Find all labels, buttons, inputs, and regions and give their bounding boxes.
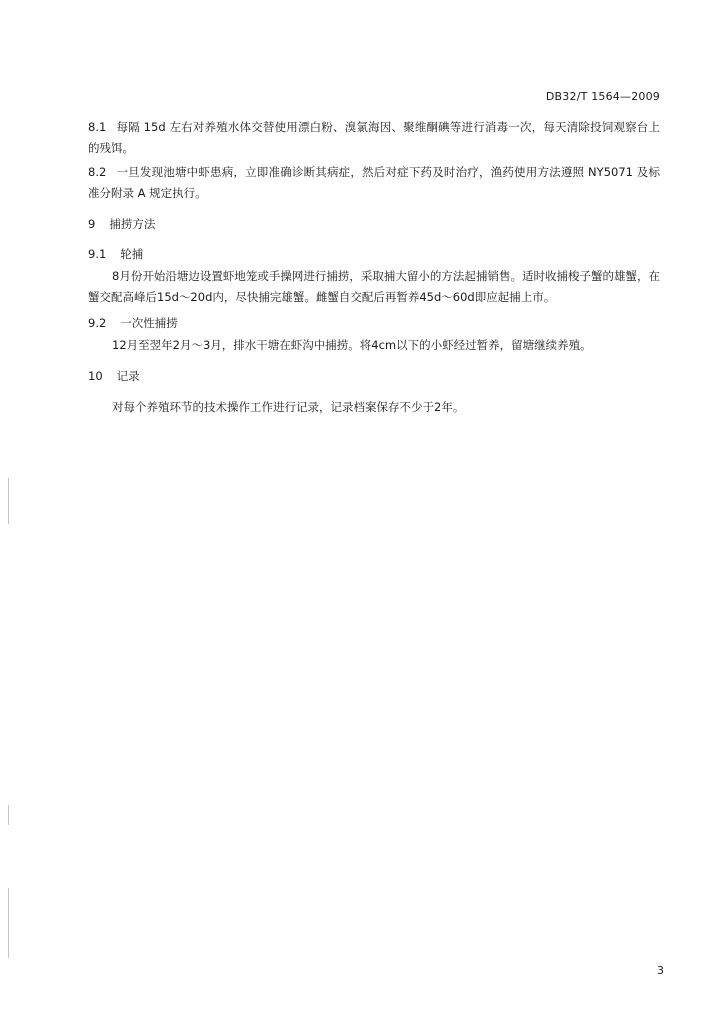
section-number: 10 <box>88 369 103 383</box>
clause-text: 每隔 15d 左右对养殖水体交替使用漂白粉、溴氯海因、聚维酮碘等进行消毒一次，每天清除投饲观察台上的残饵。 <box>88 120 660 155</box>
section-10-body: 对每个养殖环节的技术操作工作进行记录，记录档案保存不少于2年。 <box>112 400 465 414</box>
clause-text: 一旦发现池塘中虾患病，立即准确诊断其病症，然后对症下药及时治疗，渔药使用方法遵照 NY5071 及标准分附录 A 规定执行。 <box>88 165 660 200</box>
clause-9-2-body: 12月至翌年2月～3月，排水干塘在虾沟中捕捞。将4cm以下的小虾经过暂养，留塘继续养殖。 <box>112 338 592 352</box>
clause-8-1 <box>88 117 660 159</box>
section-10-heading <box>88 366 140 386</box>
clause-9-1-heading <box>88 244 143 264</box>
page-number: 3 <box>657 964 664 977</box>
clause-number: 8.2 <box>88 165 107 179</box>
scan-mark <box>8 888 9 958</box>
clause-9-2-heading <box>88 313 178 333</box>
scan-mark <box>8 478 9 524</box>
clause-title: 轮捕 <box>120 247 144 261</box>
clause-8-2 <box>88 162 660 204</box>
clause-number: 9.2 <box>88 316 107 330</box>
clause-9-1-body: 8月份开始沿塘边设置虾地笼或手操网进行捕捞，采取捕大留小的方法起捕销售。适时收捕梭子蟹的雄蟹，在蟹交配高峰后15d～20d内，尽快捕完雄蟹。雌蟹自交配后再暂养45d～60d即应起捕上市。 <box>88 269 660 304</box>
scan-mark <box>8 805 9 825</box>
section-title: 捕捞方法 <box>109 217 156 231</box>
section-number: 9 <box>88 217 96 231</box>
clause-number: 8.1 <box>88 120 107 134</box>
clause-number: 9.1 <box>88 247 107 261</box>
standard-code: DB32/T 1564—2009 <box>545 90 660 103</box>
section-9-heading <box>88 214 155 234</box>
clause-title: 一次性捕捞 <box>120 316 178 330</box>
section-title: 记录 <box>116 369 140 383</box>
